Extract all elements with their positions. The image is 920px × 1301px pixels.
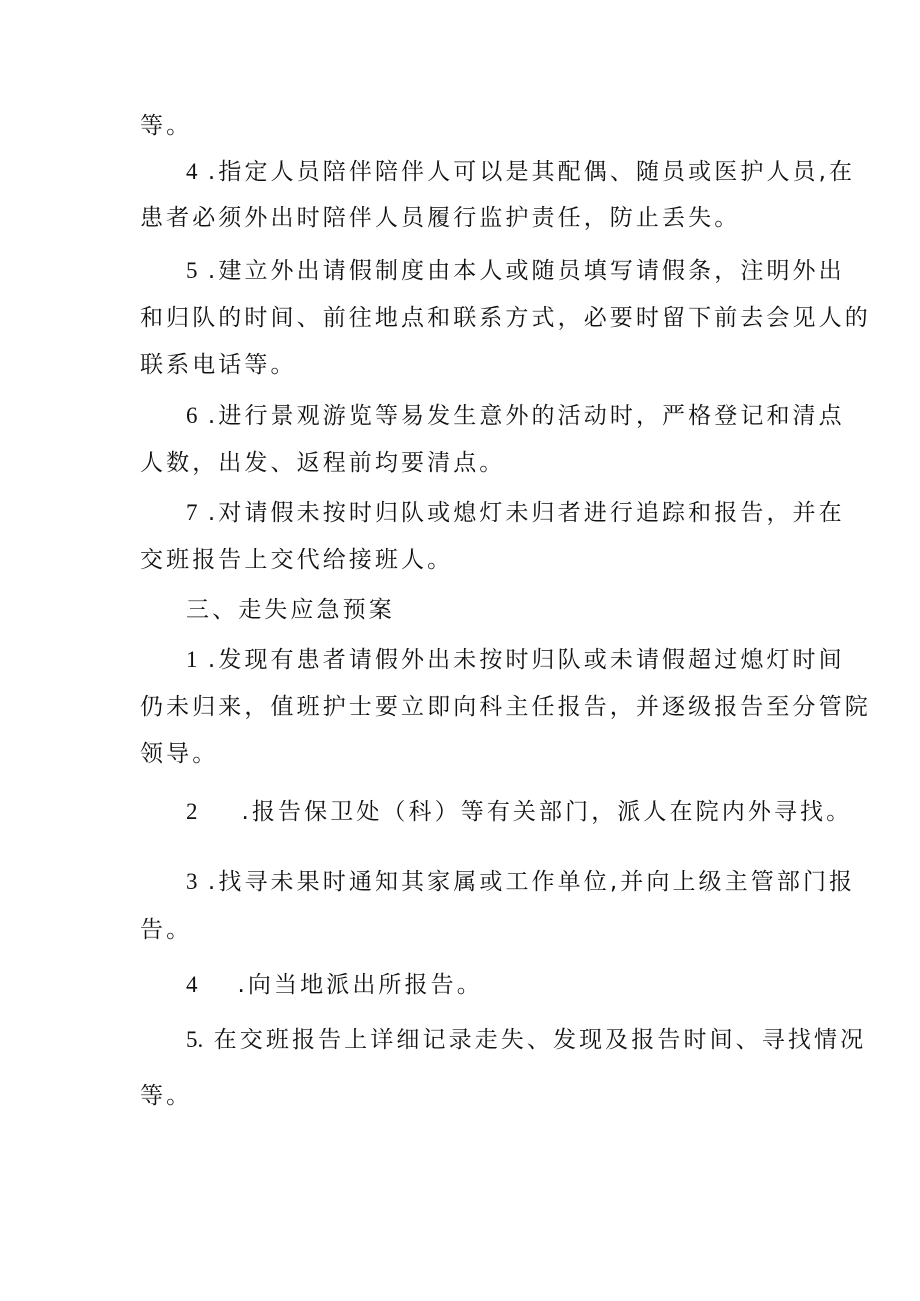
list-item-number: 4 .向当地派出所报告。 <box>186 972 483 998</box>
list-item-text: 领导。 <box>140 741 219 767</box>
list-item-number: 5 .建立外出请假制度由本人或随员填写请假条，注明外出 <box>186 258 845 284</box>
list-item-text: 告。 <box>140 917 193 943</box>
list-item-text: 联系电话等。 <box>140 352 297 378</box>
list-item-number: 1 .发现有患者请假外出未按时归队或未请假超过熄灯时间 <box>186 647 845 673</box>
section-heading: 三、走失应急预案 <box>186 597 395 623</box>
list-item-text: 报告保卫处（科）等有关部门，派人在院内外寻找。 <box>251 799 853 825</box>
list-item-text: 等。 <box>140 1083 193 1109</box>
list-item-text: 和归队的时间、前往地点和联系方式，必要时留下前去会见人的 <box>140 305 871 331</box>
list-item-text: 人数，出发、返程前均要清点。 <box>140 450 506 476</box>
list-item-text: 发现有患者请假外出未按时归队或未请假超过熄灯时间 <box>218 647 845 673</box>
continuation-text: 等。 <box>140 113 193 139</box>
list-item-text: 患者必须外出时陪伴人员履行监护责任，防止丢失。 <box>140 205 741 231</box>
list-item-number: 3 .找寻未果时通知其家属或工作单位,并向上级主管部门报 <box>186 869 856 895</box>
list-item-text: 进行景观游览等易发生意外的活动时，严格登记和清点 <box>218 403 845 429</box>
list-item-text: 仍未归来，值班护士要立即向科主任报告，并逐级报告至分管院 <box>140 694 871 720</box>
list-item-text: 找寻未果时通知其家属或工作单位,并向上级主管部门报 <box>218 869 856 895</box>
list-item-text: 向当地派出所报告。 <box>247 972 483 998</box>
list-item-text: 指定人员陪伴陪伴人可以是其配偶、随员或医护人员,在 <box>218 159 856 185</box>
list-item-number: 2 .报告保卫处（科）等有关部门，派人在院内外寻找。 <box>186 799 853 825</box>
list-item-text: 在交班报告上详细记录走失、发现及报告时间、寻找情况 <box>213 1027 867 1053</box>
list-item-number: 7 .对请假未按时归队或熄灯未归者进行追踪和报告，并在 <box>186 500 845 526</box>
list-item-number: 4 .指定人员陪伴陪伴人可以是其配偶、随员或医护人员,在 <box>186 159 856 185</box>
list-item-text: 对请假未按时归队或熄灯未归者进行追踪和报告，并在 <box>218 500 845 526</box>
list-item-text: 建立外出请假制度由本人或随员填写请假条，注明外出 <box>218 258 845 284</box>
list-item-number: 5. 在交班报告上详细记录走失、发现及报告时间、寻找情况 <box>186 1027 867 1053</box>
list-item-text: 交班报告上交代给接班人。 <box>140 547 454 573</box>
list-item-number: 6 .进行景观游览等易发生意外的活动时，严格登记和清点 <box>186 403 845 429</box>
